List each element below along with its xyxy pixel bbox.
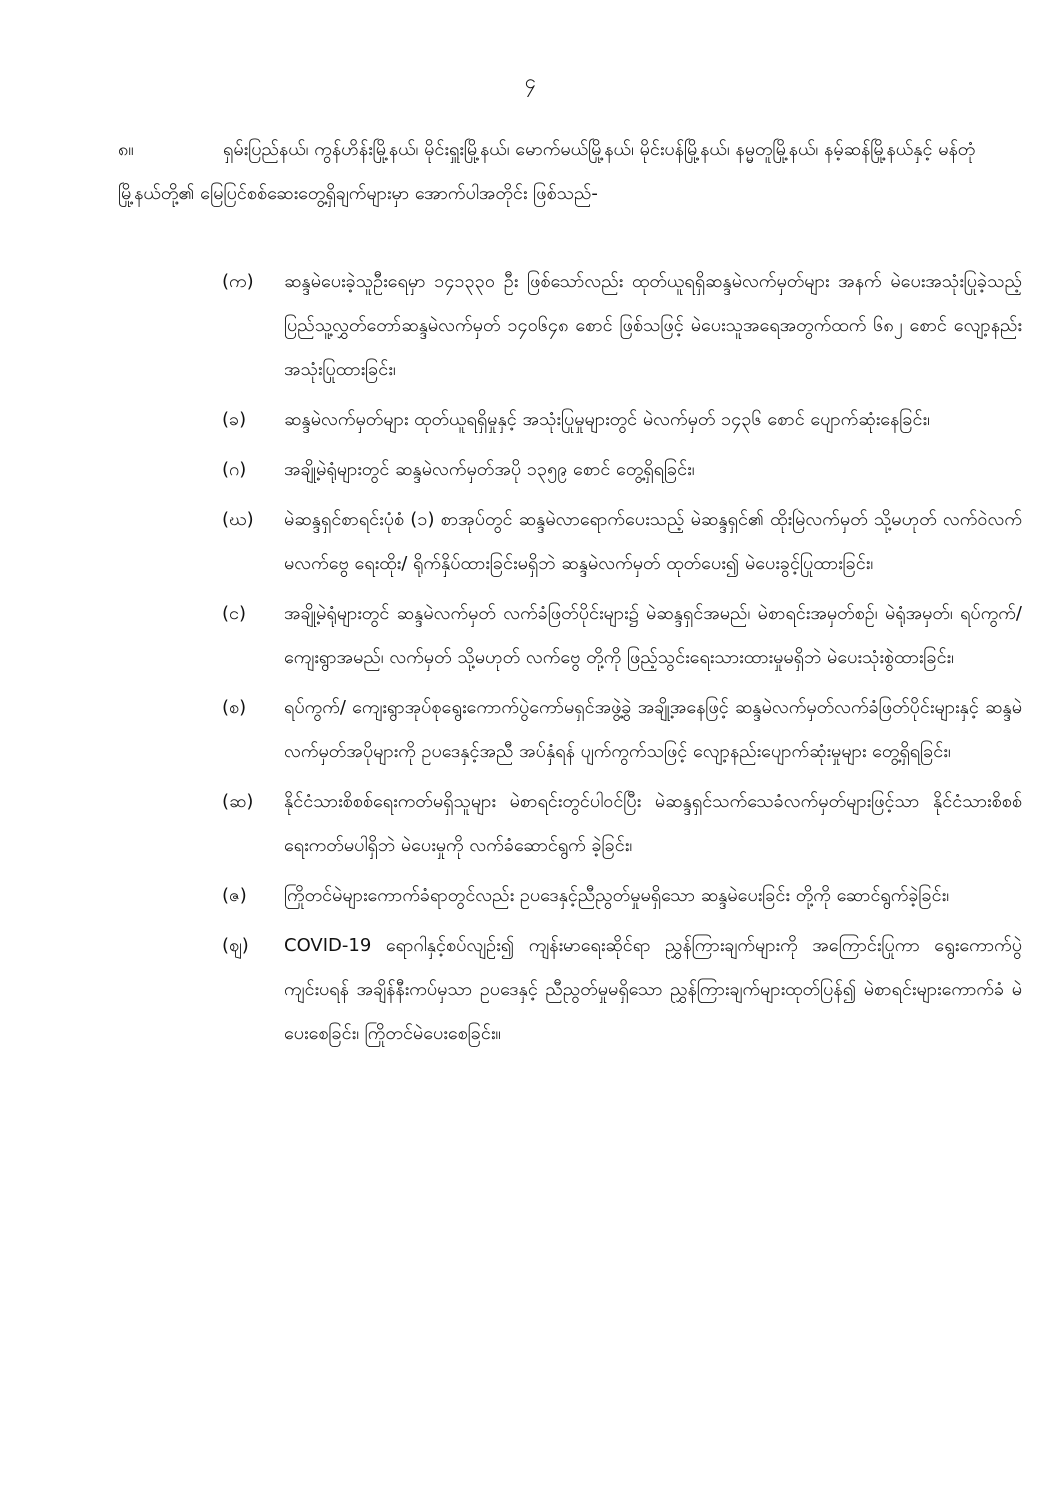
item-marker: (င) [222, 603, 247, 624]
item-marker: (ဂ) [222, 459, 247, 480]
paragraph-number: ၈။ [118, 139, 134, 160]
list-item [222, 874, 1022, 918]
item-marker: (စ) [222, 697, 247, 718]
item-marker: (ခ) [222, 409, 247, 430]
item-text: နိုင်ငံသားစိစစ်ရေးကတ်မရှိသူများ မဲစာရင်းတွင်ပါဝင်ပြီး မဲဆန္ဒရှင်သက်သေခံလက်မှတ်များဖြင့်သာ နိုင်ငံသားစိစစ်ရေးကတ်မပါရှိဘဲ မဲပေးမှုကို လက်ခံဆောင်ရွက် ခဲ့ခြင်း၊ [284, 791, 1022, 856]
item-text: ဆန္ဒမဲလက်မှတ်များ ထုတ်ယူရရှိမှုနှင့် အသုံးပြုမှုများတွင် မဲလက်မှတ် ၁၄၃၆ စောင် ပျောက်ဆုံးနေခြင်း၊ [284, 409, 930, 430]
item-text: မဲဆန္ဒရှင်စာရင်းပုံစံ (၁) စာအုပ်တွင် ဆန္ဒမဲလာရောက်ပေးသည့် မဲဆန္ဒရှင်၏ ထိုးမြဲလက်မှတ် သို့မဟုတ် လက်ဝဲလက်မလက်ဗွေ ရေးထိုး/ ရိုက်နှိပ်ထားခြင်းမရှိဘဲ ဆန္ဒမဲလက်မှတ် ထုတ်ပေး၍ မဲပေးခွင့်ပြုထားခြင်း၊ [284, 509, 1022, 574]
item-text: ရပ်ကွက်/ ကျေးရွာအုပ်စုရွေးကောက်ပွဲကော်မရှင်အဖွဲ့ခွဲ အချို့အနေဖြင့် ဆန္ဒမဲလက်မှတ်လက်ခံဖြတ်ပိုင်းများနှင့် ဆန္ဒမဲလက်မှတ်အပိုများကို ဥပဒေနှင့်အညီ အပ်နှံရန် ပျက်ကွက်သဖြင့် လျော့နည်းပျောက်ဆုံးမှုများ တွေ့ရှိရခြင်း၊ [284, 697, 1022, 762]
page-number: ၄ [524, 69, 537, 93]
item-text: ကြိုတင်မဲများကောက်ခံရာတွင်လည်း ဥပဒေနှင့်ညီညွတ်မှုမရှိသော ဆန္ဒမဲပေးခြင်း တို့ကို ဆောင်ရွက်ခဲ့ခြင်း၊ [284, 885, 950, 906]
list-item [222, 260, 1022, 392]
list-item [222, 924, 1022, 1056]
item-text: အချို့မဲရုံများတွင် ဆန္ဒမဲလက်မှတ်အပို ၁၃၅၉ စောင် တွေ့ရှိရခြင်း၊ [284, 459, 695, 480]
findings-list [222, 260, 1022, 1062]
item-marker: (ဃ) [222, 509, 254, 530]
item-marker: (က) [222, 271, 254, 292]
item-marker: (ဈ) [222, 935, 249, 956]
list-item [222, 686, 1022, 774]
intro-text: ရှမ်းပြည်နယ်၊ ကွန်ဟိန်းမြို့နယ်၊ မိုင်းရှူးမြို့နယ်၊ မောက်မယ်မြို့နယ်၊ မိုင်းပန်မြို့နယ်၊ နမ္မတူမြို့နယ်၊ နမ့်ဆန်မြို့နယ်နှင့် မန်တုံမြို့နယ်တို့၏ မြေပြင်စစ်ဆေးတွေ့ရှိချက်များမှာ အောက်ပါအတိုင်း ဖြစ်သည်- [118, 139, 976, 204]
item-marker: (ဇ) [222, 885, 247, 906]
item-text: အချို့မဲရုံများတွင် ဆန္ဒမဲလက်မှတ် လက်ခံဖြတ်ပိုင်းများ၌ မဲဆန္ဒရှင်အမည်၊ မဲစာရင်းအမှတ်စဉ်၊ မဲရုံအမှတ်၊ ရပ်ကွက်/ ကျေးရွာအမည်၊ လက်မှတ် သို့မဟုတ် လက်ဗွေ တို့ကို ဖြည့်သွင်းရေးသားထားမှုမရှိဘဲ မဲပေးသုံးစွဲထားခြင်း၊ [284, 603, 1022, 668]
item-text: COVID-19 ရောဂါနှင့်စပ်လျဉ်း၍ ကျန်းမာရေးဆိုင်ရာ ညွှန်ကြားချက်များကို အကြောင်းပြုကာ ရွေးကောက်ပွဲကျင်းပရန် အချိန်နီးကပ်မှသာ ဥပဒေနှင့် ညီညွတ်မှုမရှိသော ညွှန်ကြားချက်များထုတ်ပြန်၍ မဲစာရင်းများကောက်ခံ မဲပေးစေခြင်း၊ ကြိုတင်မဲပေးစေခြင်း။ [284, 935, 1022, 1044]
item-marker: (ဆ) [222, 791, 254, 812]
list-item [222, 780, 1022, 868]
list-item [222, 398, 1022, 442]
list-item [222, 592, 1022, 680]
item-text: ဆန္ဒမဲပေးခဲ့သူဦးရေမှာ ၁၄၁၃၃၀ ဦး ဖြစ်သော်လည်း ထုတ်ယူရရှိဆန္ဒမဲလက်မှတ်များ အနက် မဲပေးအသုံးပြုခဲ့သည့် ပြည်သူ့လွှတ်တော်ဆန္ဒမဲလက်မှတ် ၁၄၀၆၄၈ စောင် ဖြစ်သဖြင့် မဲပေးသူအရေအတွက်ထက် ၆၈၂ စောင် လျော့နည်းအသုံးပြုထားခြင်း၊ [284, 271, 1022, 380]
list-item [222, 498, 1022, 586]
intro-paragraph [118, 128, 1018, 216]
list-item [222, 448, 1022, 492]
